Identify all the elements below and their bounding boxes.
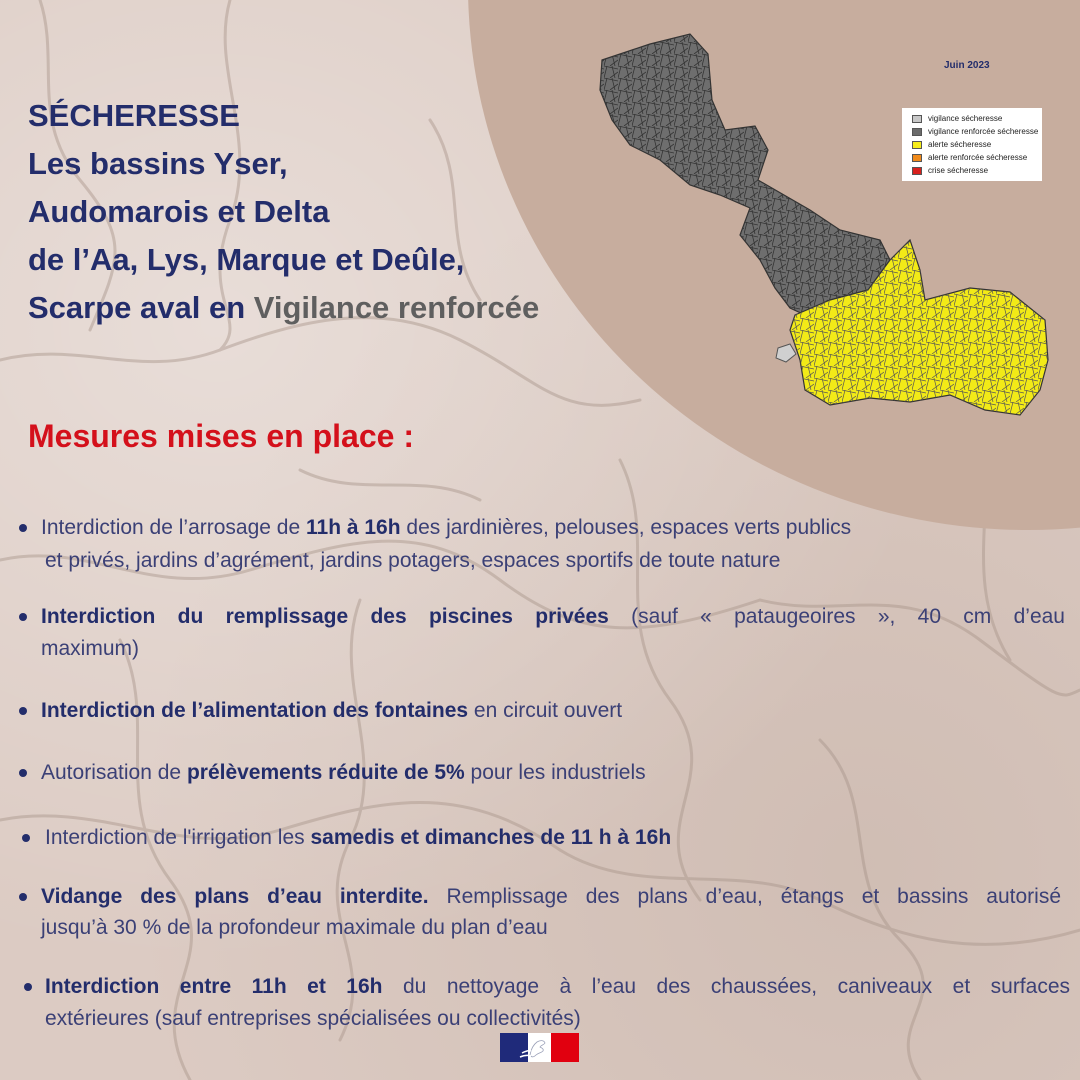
item-text: des jardinières, pelouses, espaces verts publics [400,516,852,539]
item-bold: Vidange des plans d’eau interdite. [41,885,429,908]
item-text: (sauf « pataugeoires », 40 cm d’eau [608,605,1065,628]
item-text: Remplissage des plans d’eau, étangs et bassins autorisé [428,885,1061,908]
bullet-icon [19,893,27,901]
map-region-vigilance-renforcee [600,34,890,315]
item-bold: prélèvements réduite de 5% [186,761,465,784]
title-line [28,284,628,332]
list-item [45,822,1045,853]
list-item-continued [41,912,1041,943]
title-line: de l’Aa, Lys, Marque et Deûle, [28,242,465,277]
list-item-continued [45,545,1045,576]
item-text: Interdiction de l'irrigation les [45,826,311,849]
list-item [45,971,1070,1002]
list-item-continued [45,1003,1045,1034]
measures-heading: Mesures mises en place : [28,418,414,454]
legend-label: alerte renforcée sécheresse [928,153,1028,162]
item-text: pour les industriels [464,761,646,784]
legend-label: alerte sécheresse [928,140,992,149]
item-text: en circuit ouvert [468,699,623,722]
map-legend [902,108,1042,181]
bullet-icon [19,524,27,532]
legend-swatch [912,115,922,123]
list-item [41,881,1061,912]
item-text: jusqu’à 30 % de la profondeur maximale du plan d’eau [41,916,548,939]
map-region-vigilance [776,344,796,362]
list-item-continued [41,633,1041,664]
title-line: Les bassins Yser, [28,146,288,181]
list-item [41,601,1065,632]
bullet-icon [24,983,32,991]
title-line: Audomarois et Delta [28,194,330,229]
item-text: Autorisation de [41,761,187,784]
legend-label: vigilance sécheresse [928,114,1003,123]
bullet-icon [22,834,30,842]
item-text: du nettoyage à l’eau des chaussées, caniveaux et surfaces [382,975,1070,998]
bullet-icon [19,769,27,777]
list-item [41,757,1041,788]
legend-swatch [912,154,922,162]
item-bold: 11h à 16h [306,516,401,539]
bullet-icon [19,707,27,715]
page-title [28,92,628,332]
legend-swatch [912,128,922,136]
list-item [41,695,1041,726]
legend-swatch [912,141,922,149]
title-prefix: Scarpe aval en [28,290,254,325]
item-text: Interdiction de l’arrosage de [41,516,306,539]
item-bold: Interdiction du remplissage des piscines privées [41,605,609,628]
bullet-icon [19,613,27,621]
legend-swatch [912,167,922,175]
item-text: et privés, jardins d’agrément, jardins potagers, espaces sportifs de toute nature [45,549,781,572]
drought-map [590,30,1060,430]
item-bold: Interdiction entre 11h et 16h [45,975,383,998]
item-text: maximum) [41,637,139,660]
item-text: extérieures (sauf entreprises spécialisées ou collectivités) [45,1007,581,1030]
legend-label: vigilance renforcée sécheresse [928,127,1039,136]
map-date: Juin 2023 [944,60,990,71]
item-bold: Interdiction de l’alimentation des fontaines [41,699,469,722]
item-bold: samedis et dimanches de 11 h à 16h [310,826,672,849]
title-line: SÉCHERESSE [28,98,240,133]
republique-francaise-logo [500,1033,579,1062]
title-highlight: Vigilance renforcée [253,290,540,325]
legend-label: crise sécheresse [928,166,989,175]
list-item [41,512,1041,543]
